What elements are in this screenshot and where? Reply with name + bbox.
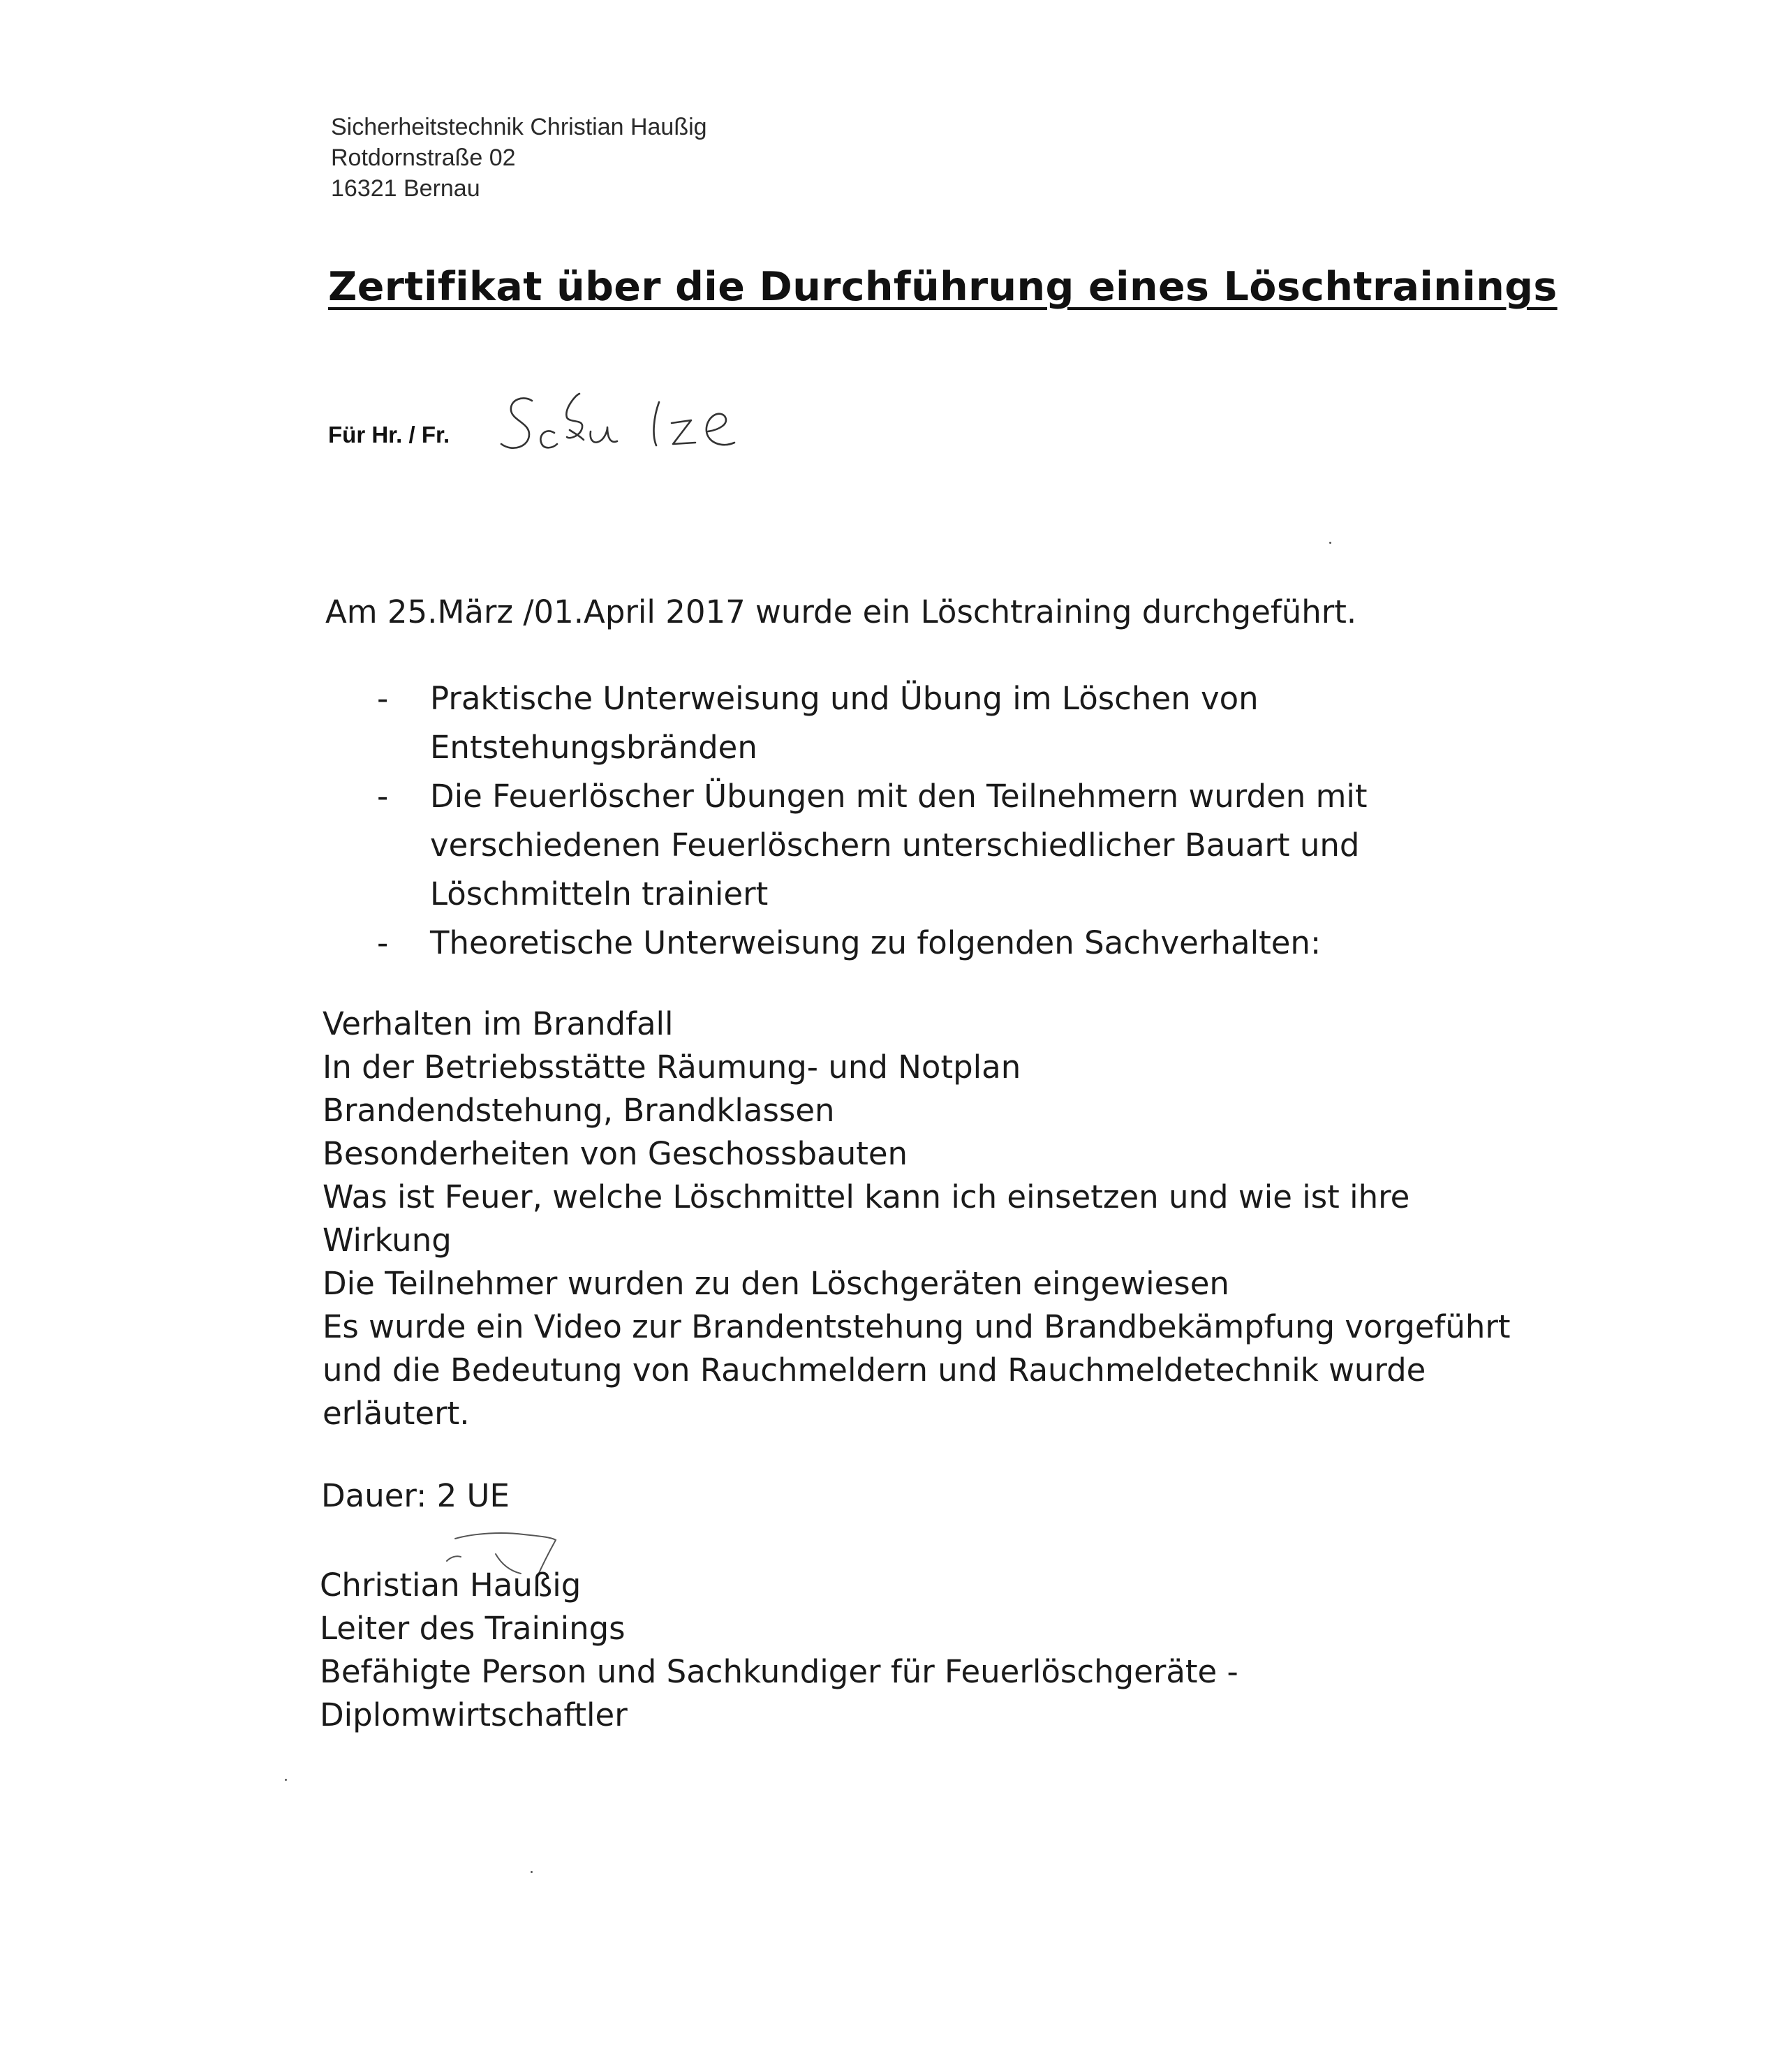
sender-address	[331, 112, 707, 204]
bullet-dash: -	[377, 778, 389, 815]
duration: Dauer: 2 UE	[321, 1477, 510, 1514]
bullet-dash: -	[377, 924, 389, 961]
sender-city: 16321 Bernau	[331, 175, 480, 202]
document-title: Zertifikat über die Durchführung eines Löschtrainings	[328, 264, 1557, 310]
topic-line: In der Betriebsstätte Räumung- und Notplan	[323, 1049, 1021, 1086]
list-item	[377, 772, 1494, 919]
recipient-label: Für Hr. / Fr.	[328, 422, 450, 447]
recipient-handwritten-name	[497, 381, 776, 472]
list-item-line: verschiedenen Feuerlöschern unterschiedlicher Bauart und	[430, 827, 1360, 864]
list-item-line: Entstehungsbränden	[430, 729, 757, 766]
topic-line: Die Teilnehmer wurden zu den Löschgeräten eingewiesen	[323, 1265, 1229, 1302]
signatory-block	[320, 1564, 1238, 1737]
list-item-line: Theoretische Unterweisung zu folgenden Sachverhalten:	[430, 924, 1322, 961]
list-item	[377, 919, 1494, 968]
scan-speck	[531, 1871, 533, 1873]
topic-line: Was ist Feuer, welche Löschmittel kann ich einsetzen und wie ist ihre	[323, 1178, 1410, 1215]
signatory-name: Christian Haußig	[320, 1567, 582, 1604]
scan-speck	[1329, 542, 1331, 544]
training-content-list	[377, 674, 1494, 968]
topic-line: Verhalten im Brandfall	[323, 1005, 674, 1042]
list-item	[377, 674, 1494, 772]
intro-statement: Am 25.März /01.April 2017 wurde ein Löschtraining durchgeführt.	[325, 593, 1357, 630]
topic-line: und die Bedeutung von Rauchmeldern und Rauchmeldetechnik wurde	[323, 1352, 1426, 1389]
topic-line: erläutert.	[323, 1395, 470, 1432]
sender-company: Sicherheitstechnik Christian Haußig	[331, 114, 707, 140]
topic-line: Besonderheiten von Geschossbauten	[323, 1135, 908, 1172]
list-item-line: Die Feuerlöscher Übungen mit den Teilnehmern wurden mit	[430, 778, 1368, 815]
list-item-line: Löschmitteln trainiert	[430, 875, 769, 912]
topic-line: Es wurde ein Video zur Brandentstehung und Brandbekämpfung vorgeführt	[323, 1308, 1511, 1345]
topic-line: Wirkung	[323, 1222, 452, 1259]
sender-street: Rotdornstraße 02	[331, 145, 516, 171]
signatory-degree: Diplomwirtschaftler	[320, 1696, 628, 1733]
scan-speck	[285, 1779, 287, 1781]
topics-list	[323, 1002, 1511, 1435]
signatory-role: Leiter des Trainings	[320, 1610, 626, 1647]
signatory-qualification: Befähigte Person und Sachkundiger für Feuerlöschgeräte -	[320, 1653, 1238, 1690]
topic-line: Brandendstehung, Brandklassen	[323, 1092, 835, 1129]
list-item-line: Praktische Unterweisung und Übung im Löschen von	[430, 680, 1259, 717]
bullet-dash: -	[377, 680, 389, 717]
